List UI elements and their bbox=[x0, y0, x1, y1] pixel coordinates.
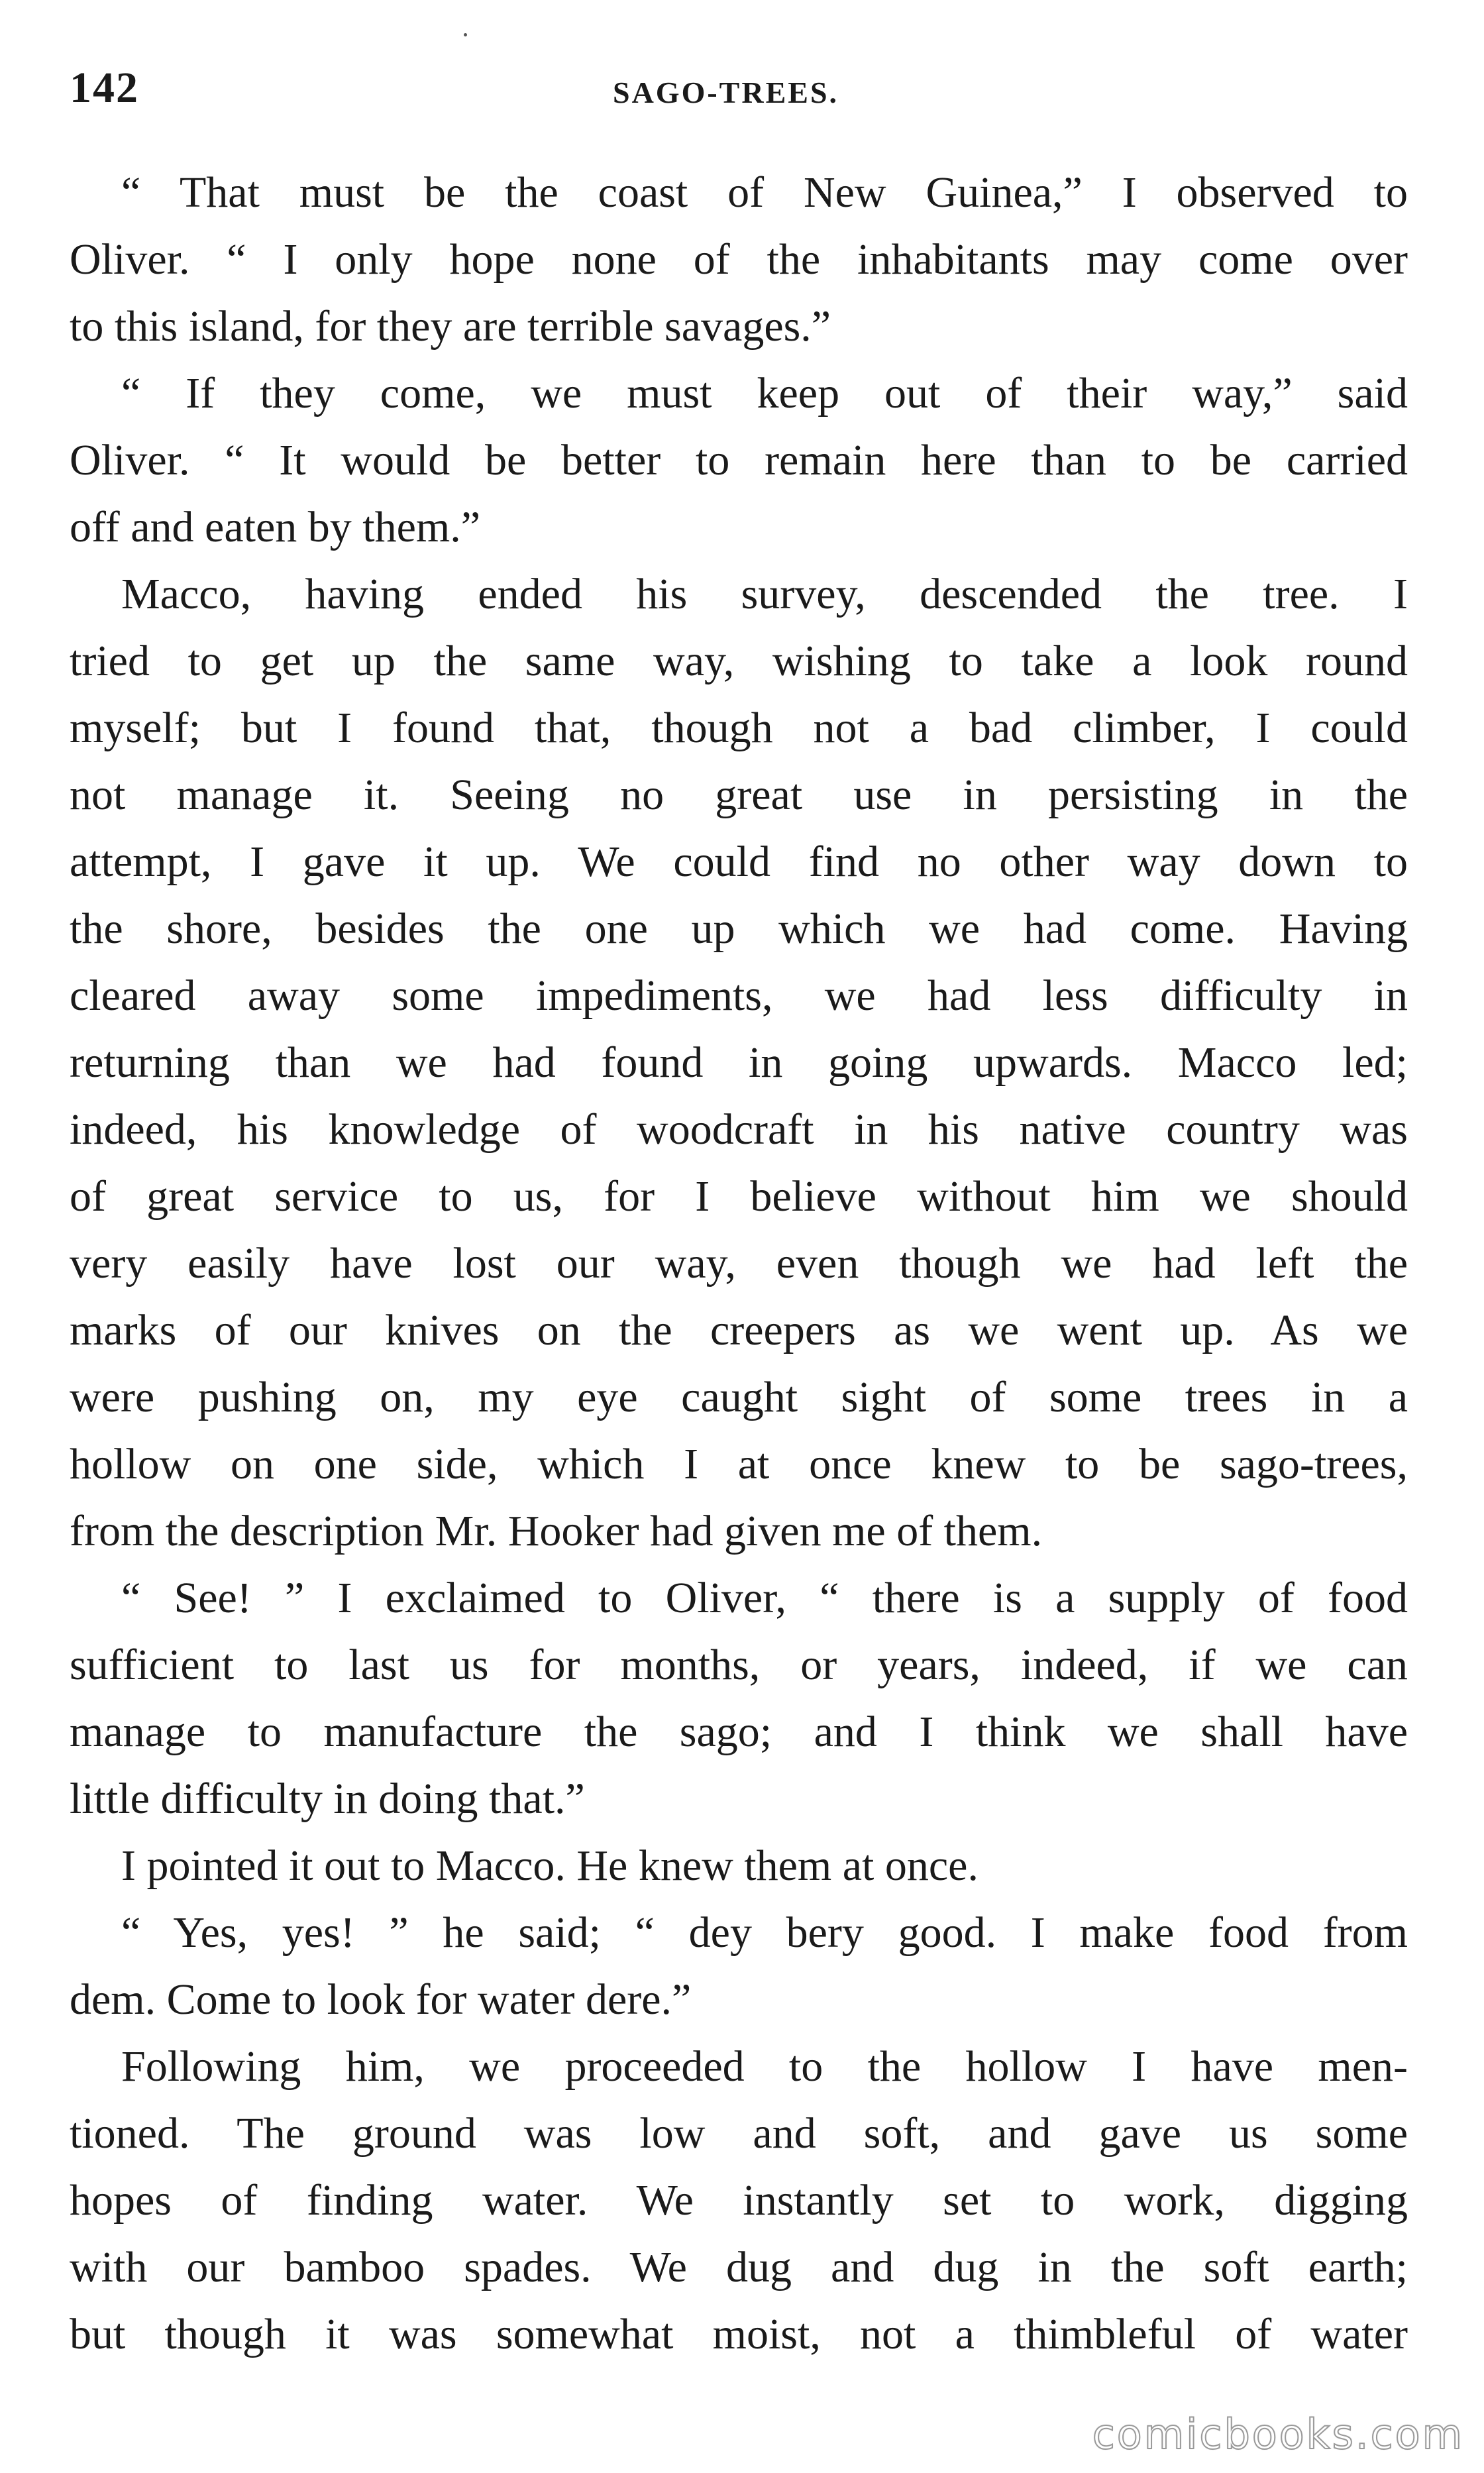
print-speck bbox=[464, 33, 467, 36]
body-text bbox=[70, 159, 1408, 2368]
text-line: to this island, for they are terrible savages.” bbox=[70, 302, 831, 351]
text-line: hopes of finding water. We instantly set to work, digging bbox=[70, 2176, 1408, 2225]
text-line: Oliver. “ It would be better to remain here than to be carried bbox=[70, 436, 1408, 484]
text-line: “ See! ” I exclaimed to Oliver, “ there is a supply of food bbox=[121, 1574, 1408, 1622]
text-line: attempt, I gave it up. We could find no other way down to bbox=[70, 838, 1408, 886]
text-line: sufficient to last us for months, or years, indeed, if we can bbox=[70, 1641, 1408, 1689]
text-line: very easily have lost our way, even though we had left the bbox=[70, 1239, 1408, 1288]
page-number: 142 bbox=[70, 64, 139, 112]
watermark: comicbooks.com bbox=[1092, 2410, 1464, 2458]
text-line: from the description Mr. Hooker had given me of them. bbox=[70, 1507, 1043, 1555]
text-line: cleared away some impediments, we had less difficulty in bbox=[70, 971, 1408, 1020]
text-line: tried to get up the same way, wishing to take a look round bbox=[70, 637, 1408, 685]
text-line: little difficulty in doing that.” bbox=[70, 1775, 585, 1823]
text-line: Oliver. “ I only hope none of the inhabitants may come over bbox=[70, 235, 1408, 284]
text-line: I pointed it out to Macco. He knew them at once. bbox=[121, 1841, 979, 1890]
text-line: hollow on one side, which I at once knew to be sago-trees, bbox=[70, 1440, 1408, 1488]
text-line: not manage it. Seeing no great use in persisting in the bbox=[70, 771, 1408, 819]
running-title: SAGO-TREES. bbox=[613, 76, 839, 109]
text-line: but though it was somewhat moist, not a thimbleful of water bbox=[70, 2310, 1408, 2358]
text-line: dem. Come to look for water dere.” bbox=[70, 1975, 692, 2024]
text-line: off and eaten by them.” bbox=[70, 503, 481, 551]
text-line: marks of our knives on the creepers as we went up. As we bbox=[70, 1306, 1408, 1354]
text-line: with our bamboo spades. We dug and dug in the soft earth; bbox=[70, 2243, 1408, 2291]
text-line: “ Yes, yes! ” he said; “ dey bery good. I make food from bbox=[121, 1908, 1408, 1957]
text-line: indeed, his knowledge of woodcraft in his native country was bbox=[70, 1105, 1408, 1154]
text-line: “ That must be the coast of New Guinea,” I observed to bbox=[121, 168, 1408, 217]
text-line: tioned. The ground was low and soft, and gave us some bbox=[70, 2109, 1408, 2158]
text-line: the shore, besides the one up which we had come. Having bbox=[70, 905, 1408, 953]
text-line: were pushing on, my eye caught sight of some trees in a bbox=[70, 1373, 1408, 1421]
text-line: of great service to us, for I believe without him we should bbox=[70, 1172, 1408, 1221]
text-line: “ If they come, we must keep out of their way,” said bbox=[121, 369, 1408, 417]
text-line: Following him, we proceeded to the hollow I have men- bbox=[121, 2042, 1408, 2091]
running-head bbox=[70, 63, 1408, 123]
text-line: manage to manufacture the sago; and I think we shall have bbox=[70, 1708, 1408, 1756]
text-line: myself; but I found that, though not a bad climber, I could bbox=[70, 704, 1408, 752]
text-line: returning than we had found in going upwards. Macco led; bbox=[70, 1038, 1408, 1087]
text-line: Macco, having ended his survey, descended the tree. I bbox=[121, 570, 1408, 618]
